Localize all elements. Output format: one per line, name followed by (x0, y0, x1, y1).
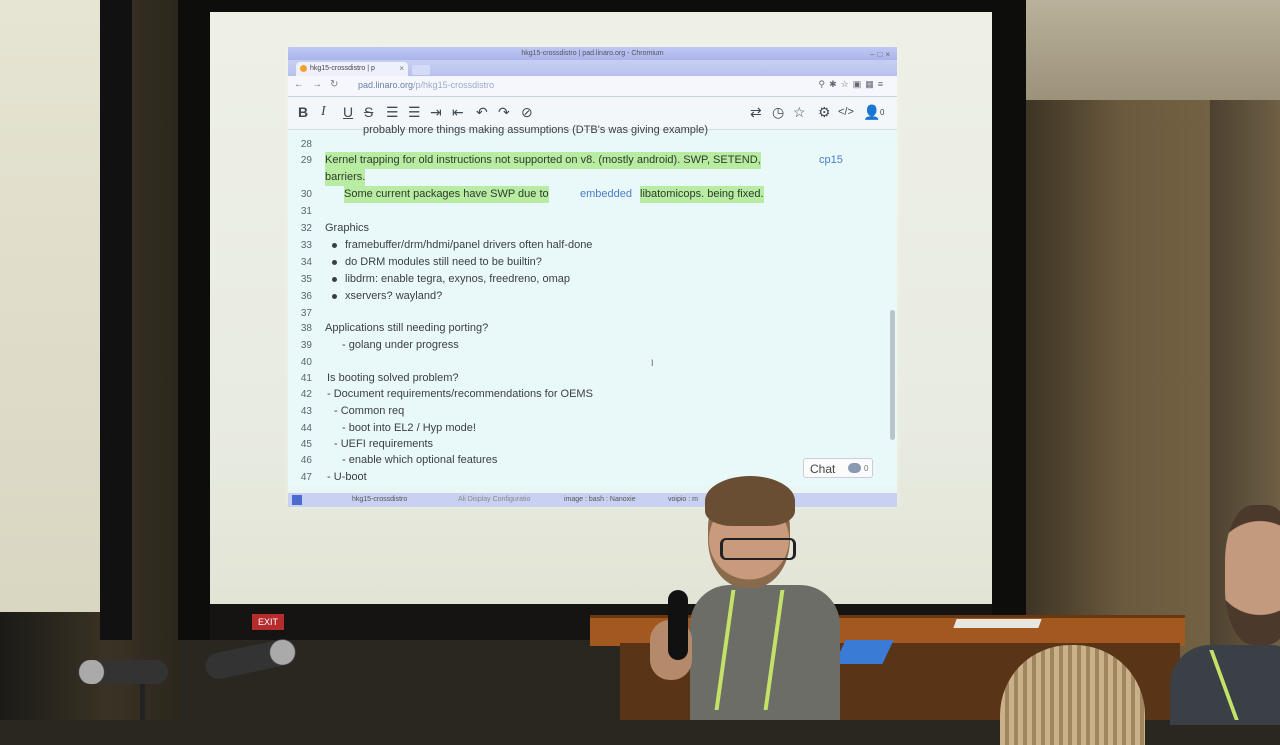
bullet-icon (332, 277, 337, 282)
indent-icon[interactable]: ⇥ (430, 104, 442, 120)
taskbar-item[interactable]: voipio : m (668, 496, 698, 503)
taskbar-item[interactable]: hkg15-crossdistro (352, 496, 408, 503)
new-tab-button[interactable] (412, 65, 430, 75)
editor-line: 30 Some current packages have SWP due to embedded libatomicops. being fixed. (288, 186, 888, 203)
italic-button[interactable]: I (321, 104, 326, 119)
chat-button[interactable] (803, 458, 873, 478)
taskbar-item[interactable]: image : bash : Nanoxie (564, 496, 636, 503)
timeslider-icon[interactable]: ◷ (772, 104, 785, 120)
editor-line: 38 Applications still needing porting? (300, 322, 489, 334)
url-host: pad.linaro.org (358, 80, 414, 90)
chat-bubble-icon (848, 463, 861, 473)
editor-line: 47 - U-boot (300, 471, 367, 483)
handheld-microphone (668, 590, 688, 660)
window-title: hkg15-crossdistro | pad.linaro.org - Chromium (521, 50, 664, 57)
bullet-icon (332, 243, 337, 248)
extension-icons[interactable]: ⚲✱☆▣▦≡ (818, 79, 887, 89)
outdent-icon[interactable]: ⇤ (452, 104, 464, 120)
pad-editor[interactable] (288, 124, 897, 486)
users-icon[interactable]: 👤 (863, 104, 881, 120)
tab-title: hkg15-crossdistro | p (310, 65, 375, 72)
url-path: /p/hkg15-crossdistro (413, 80, 495, 90)
side-projection-screen (0, 0, 100, 612)
bold-button[interactable]: B (298, 104, 309, 120)
forward-icon[interactable]: → (312, 79, 322, 90)
redo-icon[interactable]: ↷ (498, 104, 510, 120)
editor-line: 41 Is booting solved problem? (300, 372, 459, 384)
user-count: 0 (880, 108, 885, 117)
editor-line: 39 - golang under progress (300, 339, 459, 351)
editor-line: 31 (300, 206, 312, 217)
clear-authorship-icon[interactable]: ⊘ (521, 104, 533, 120)
tab-bar (288, 60, 897, 76)
editor-scrollbar[interactable] (890, 310, 895, 440)
bullet-icon (332, 294, 337, 299)
unordered-list-icon[interactable]: ☰ (408, 104, 421, 120)
settings-icon[interactable]: ⚙ (818, 104, 831, 120)
address-bar[interactable] (358, 79, 803, 92)
bullet-icon (332, 260, 337, 265)
window-controls[interactable]: –□× (870, 50, 893, 59)
editor-line: barriers. (288, 169, 888, 186)
embed-icon[interactable]: </> (838, 106, 854, 118)
editor-line: 37 (300, 308, 312, 319)
right-wall-upper (1020, 0, 1280, 100)
close-tab-icon[interactable]: × (399, 64, 404, 73)
strikethrough-button[interactable]: S (364, 104, 374, 120)
favicon-icon (300, 65, 307, 72)
editor-line: 28 (300, 139, 312, 150)
editor-line: 45 - UEFI requirements (300, 438, 434, 450)
glasses (720, 538, 796, 560)
editor-line: 40 (300, 357, 312, 368)
editor-line: 29 Kernel trapping for old instructions not supported on v8. (mostly android). SWP, SETEND, cp15 (288, 152, 888, 169)
chat-label: Chat (810, 462, 836, 476)
microphone-icon (203, 637, 298, 682)
os-taskbar (288, 493, 897, 507)
editor-line: 42 - Document requirements/recommendations for OEMS (300, 388, 593, 400)
undo-icon[interactable]: ↶ (476, 104, 488, 120)
attendee-head (1225, 505, 1280, 645)
microphone-icon (78, 660, 168, 684)
paper-sheet (953, 619, 1041, 628)
editor-line: 43 - Common req (300, 405, 405, 417)
underline-button[interactable]: U (343, 104, 354, 120)
browser-window (288, 47, 897, 507)
editor-line: 44 - boot into EL2 / Hyp mode! (300, 422, 476, 434)
editor-line: 46 - enable which optional features (300, 454, 498, 466)
chat-count: 0 (864, 464, 869, 473)
star-icon[interactable]: ☆ (793, 104, 806, 120)
taskbar-item[interactable]: Ali Display Configuratio (458, 496, 531, 503)
editor-line: 35 libdrm: enable tegra, exynos, freedreno, omap (300, 273, 571, 285)
editor-line: 33 framebuffer/drm/hdmi/panel drivers often half-done (300, 239, 593, 251)
side-screen-frame (100, 0, 132, 640)
editor-line: 36 xservers? wayland? (300, 290, 443, 302)
start-menu-icon[interactable] (292, 495, 302, 505)
speaker-hair (705, 476, 795, 526)
browser-tab[interactable] (296, 62, 408, 76)
exit-sign: EXIT (252, 614, 284, 630)
ordered-list-icon[interactable]: ☰ (386, 104, 399, 120)
text-cursor: I (651, 358, 654, 368)
reload-icon[interactable]: ↻ (330, 79, 339, 90)
import-export-icon[interactable]: ⇄ (750, 104, 762, 120)
editor-line: probably more things making assumptions (DTB's was giving example) (363, 124, 709, 136)
window-titlebar (288, 47, 897, 60)
navigation-bar (288, 76, 897, 97)
back-icon[interactable]: ← (294, 79, 304, 90)
editor-line: 32 Graphics (300, 222, 370, 234)
editor-line: 34 do DRM modules still need to be builtin? (300, 256, 542, 268)
